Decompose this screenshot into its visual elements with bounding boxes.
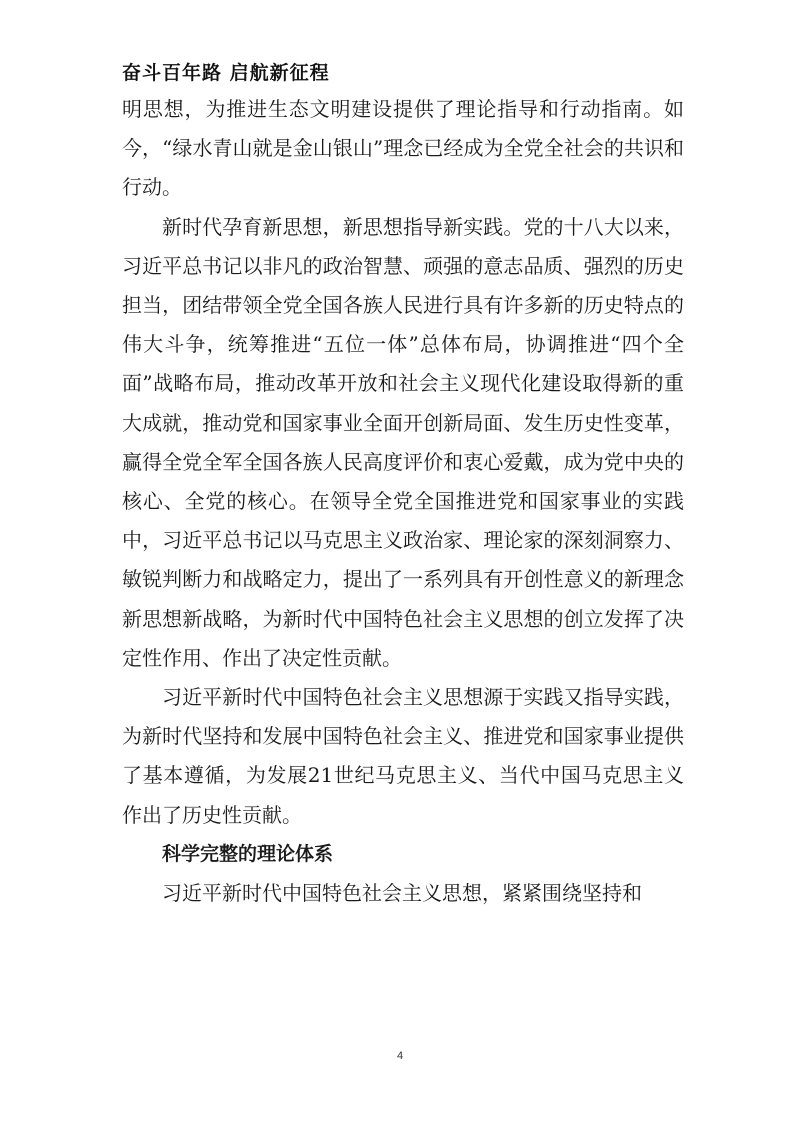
paragraph: 习近平新时代中国特色社会主义思想，紧紧围绕坚持和 — [162, 881, 642, 906]
paragraph-continued: 明思想，为推进生态文明建设提供了理论指导和行动指南。如今，“绿水青山就是金山银山”理念已经成为全党全社会的共识和行动。 — [122, 97, 684, 200]
page-number: 4 — [396, 1050, 404, 1062]
paragraph: 新时代孕育新思想，新思想指导新实践。党的十八大以来，习近平总书记以非凡的政治智慧、顽强的意志品质、强烈的历史担当，团结带领全党全国各族人民进行具有许多新的历史特点的伟大斗争，统筹推进“五位一体”总体布局，协调推进“四个全面”战略布局，推动改革开放和社会主义现代化建设取得新的重大成就，推动党和国家事业全面开创新局面、发生历史性变革，赢得全党全军全国各族人民高度评价和衷心爱戴，成为党中央的核心、全党的核心。在领导全党全国推进党和国家事业的实践中，习近平总书记以马克思主义政治家、理论家的深刻洞察力、敏锐判断力和战略定力，提出了一系列具有开创性意义的新理念新思想新战略，为新时代中国特色社会主义思想的创立发挥了决定性作用、作出了决定性贡献。 — [122, 214, 684, 670]
page-header-title: 奋斗百年路 启航新征程 — [122, 62, 330, 84]
paragraph: 习近平新时代中国特色社会主义思想源于实践又指导实践，为新时代坚持和发展中国特色社会主义、推进党和国家事业提供了基本遵循，为发展21世纪马克思主义、当代中国马克思主义作出了历史性贡献。 — [122, 685, 684, 827]
document-body — [122, 90, 684, 913]
section-heading: 科学完整的理论体系 — [162, 842, 334, 865]
